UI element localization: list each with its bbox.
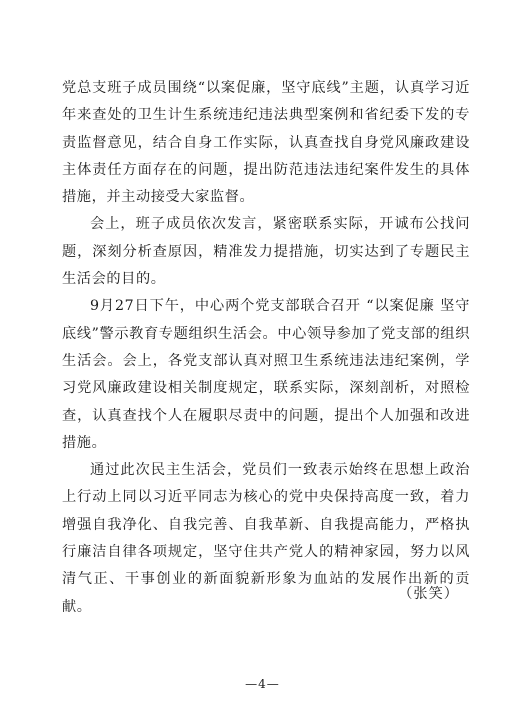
author-signature: （张笑）	[398, 586, 459, 602]
page-number: —4—	[245, 677, 280, 691]
paragraph-3: 9月27日下午，中心两个党支部联合召开 “以案促廉 坚守底线”警示教育专题组织生活会。中心领导参加了党支部的组织生活会。会上，各党支部认真对照卫生系统违法违纪案例，学习党风廉政建设相关制度规定，联系实际，深刻剖析，对照检查，认真查找个人在履职尽责中的问题，提出个人加强和改进措施。	[62, 298, 470, 451]
paragraph-1: 党总支班子成员围绕“以案促廉，坚守底线”主题，认真学习近年来查处的卫生计生系统违纪违法典型案例和省纪委下发的专责监督意见，结合自身工作实际，认真查找自身党风廉政建设主体责任方面存在的问题，提出防范违法违纪案件发生的具体措施，并主动接受大家监督。	[62, 80, 470, 206]
paragraph-4: 通过此次民主生活会，党员们一致表示始终在思想上政治上行动上同以习近平同志为核心的党中央保持高度一致，着力增强自我净化、自我完善、自我革新、自我提高能力，严格执行廉洁自律各项规定，坚守住共产党人的精神家园，努力以风清气正、干事创业的新面貌新形象为血站的发展作出新的贡献。	[62, 462, 470, 615]
paragraph-2: 会上，班子成员依次发言，紧密联系实际，开诚布公找问题，深刻分析查原因，精准发力提措施，切实达到了专题民主生活会的目的。	[62, 216, 470, 288]
article-body	[62, 75, 470, 621]
